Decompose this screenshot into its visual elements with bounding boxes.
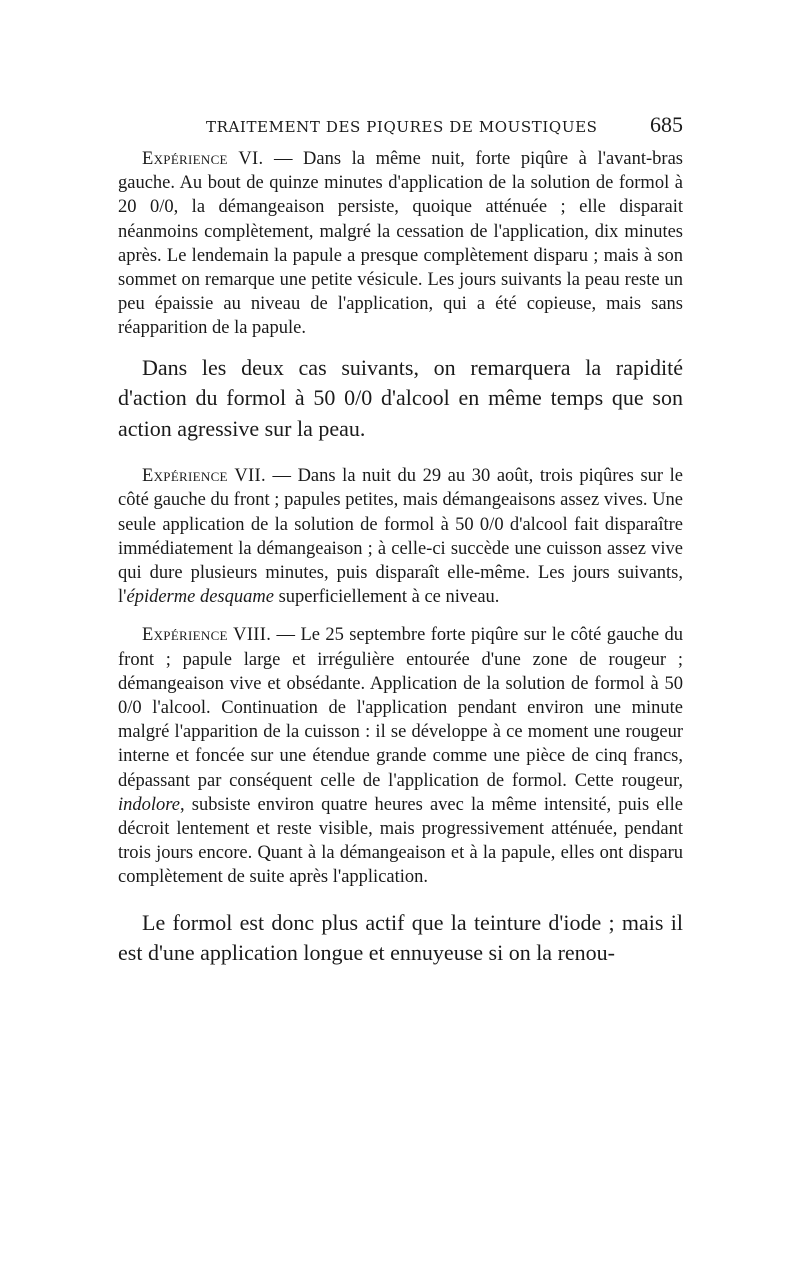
experiment-label: Expérience VIII. [142,625,272,646]
paragraph-text: — Le 25 septembre forte piqûre sur le côté gauche du front ; papule large et irrégulière entourée d'une zone de rougeur ; démangeaison vive et obsédante. Application de la solution de formol à 50 0/0 l'alcool. Continuation de l'application pendant environ une minute malgré l'apparition de la cuisson : il se développe à ce moment une rougeur interne et foncée sur une étendue grande comme une pièce de cinq francs, dépassant par conséquent celle de l'application de formol. Cette rougeur, [118,625,683,791]
paragraph-experience-vii [118,464,683,609]
paragraph-text: , subsiste environ quatre heures avec la même intensité, puis elle décroit lentement et reste visible, mais progressivement atténuée, pendant trois jours encore. Quant à la démangeaison et à la papule, elles ont disparu complètement de suite après l'application. [118,794,683,888]
page-number: 685 [650,112,683,137]
running-title: TRAITEMENT DES PIQURES DE MOUSTIQUES [206,118,598,136]
page-body [118,147,683,969]
experiment-label: Expérience VII. [142,466,266,487]
paragraph-conclusion [118,908,683,969]
paragraph-text: Dans les deux cas suivants, on remarquera la rapidité d'action du formol à 50 0/0 d'alcool en même temps que son action agressive sur la peau. [118,354,683,441]
paragraph-text: — Dans la même nuit, forte piqûre à l'avant-bras gauche. Au bout de quinze minutes d'application de la solution de formol à 20 0/0, la démangeaison persiste, quoique atténuée ; elle disparait néanmoins complètement, malgré la cessation de l'application, dix minutes après. Le lendemain la papule a presque complètement disparu ; mais à son sommet on remarque une petite vésicule. Les jours suivants la peau reste un peu épaissie au niveau de l'application, qui a été copieuse, mais sans réapparition de la papule. [118,149,683,339]
paragraph-experience-vi [118,147,683,341]
italic-phrase: épiderme desquame [126,587,274,608]
paragraph-transition [118,353,683,445]
experiment-label: Expérience VI. [142,149,264,169]
italic-word: indolore [118,794,181,815]
page-header [118,112,683,144]
paragraph-text: Le formol est donc plus actif que la teinture d'iode ; mais il est d'une application longue et ennuyeuse si on la renou- [118,909,683,966]
paragraph-experience-viii [118,623,683,889]
paragraph-text: — Dans la nuit du 29 au 30 août, trois piqûres sur le côté gauche du front ; papules petites, mais démangeaisons assez vives. Une seule application de la solution de formol à 50 0/0 d'alcool fait disparaître immédiatement la démangeaison ; à celle-ci succède une cuisson assez vive qui dure plusieurs minutes, puis disparaît elle-même. Les jours suivants, l' [118,466,683,608]
paragraph-text: superficiellement à ce niveau. [273,587,500,608]
